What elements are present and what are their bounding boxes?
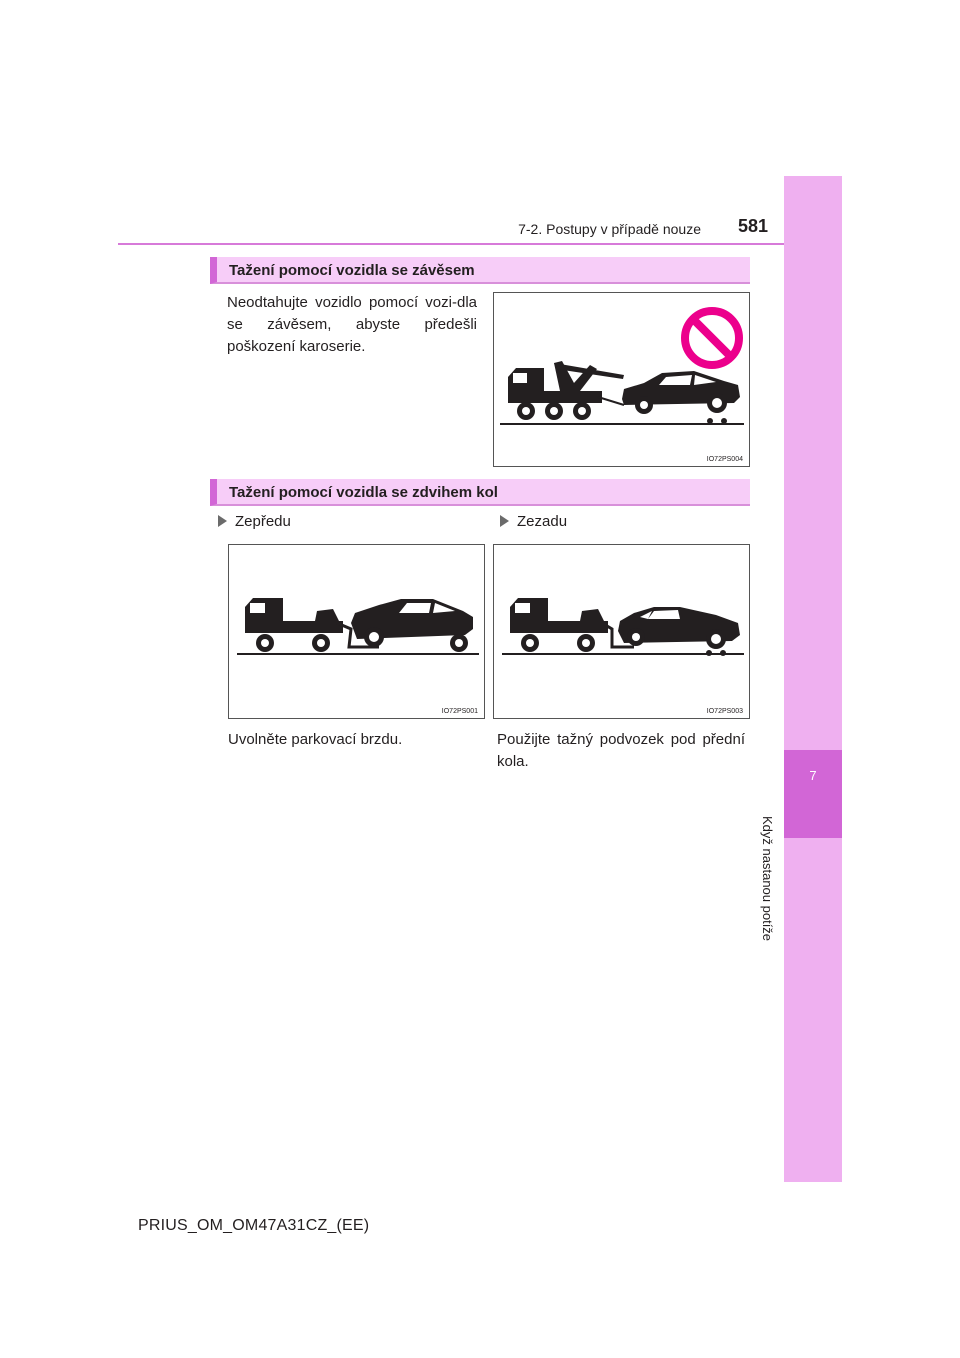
bullet-rear: [500, 513, 567, 530]
wheel-lift-front-illustration: [229, 545, 484, 718]
section-title: 7-2. Postupy v případě nouze: [518, 221, 701, 237]
wheel-lift-rear-illustration: [494, 545, 749, 718]
section-heading-text: Tažení pomocí vozidla se zdvihem kol: [229, 484, 498, 501]
prohibition-icon: [685, 311, 739, 365]
figure-code: IO72PS001: [441, 708, 478, 715]
tow-truck-icon: [508, 361, 624, 420]
front-caption: Uvolněte parkovací brzdu.: [228, 731, 403, 748]
figure-sling-tow: [493, 292, 750, 467]
chapter-number-tab: [784, 750, 842, 838]
figure-code: IO72PS003: [706, 708, 743, 715]
car-icon: [351, 599, 473, 652]
section-heading-tow-sling: [210, 257, 750, 284]
figure-code: IO72PS004: [706, 456, 743, 463]
page-number: 581: [738, 216, 769, 236]
sling-tow-illustration: [494, 293, 749, 466]
car-icon: [618, 607, 740, 656]
figure-wheel-lift-rear: [493, 544, 750, 719]
chapter-side-tab: [784, 176, 842, 1182]
chapter-title: Když nastanou potíže: [760, 816, 775, 942]
section-heading-wheel-lift: [210, 479, 750, 506]
figure-wheel-lift-front: [228, 544, 485, 719]
bullet-triangle-icon: [218, 515, 227, 527]
car-icon: [622, 371, 740, 424]
bullet-front-label: Zepředu: [235, 513, 291, 530]
section-heading-text: Tažení pomocí vozidla se závěsem: [229, 262, 475, 279]
rear-caption: Použijte tažný podvozek pod přední kola.: [497, 731, 745, 770]
header-rule: [118, 243, 784, 245]
chapter-number: 7: [809, 768, 817, 783]
bullet-front: [218, 513, 291, 530]
footer-model-code: PRIUS_OM_OM47A31CZ_(EE): [138, 1217, 370, 1234]
tow-truck-icon: [510, 598, 634, 652]
tow-sling-warning-text: Neodtahujte vozidlo pomocí vozi-dla se závěsem, abyste předešli poškození karoserie.: [227, 294, 477, 355]
bullet-rear-label: Zezadu: [517, 513, 568, 530]
bullet-triangle-icon: [500, 515, 509, 527]
